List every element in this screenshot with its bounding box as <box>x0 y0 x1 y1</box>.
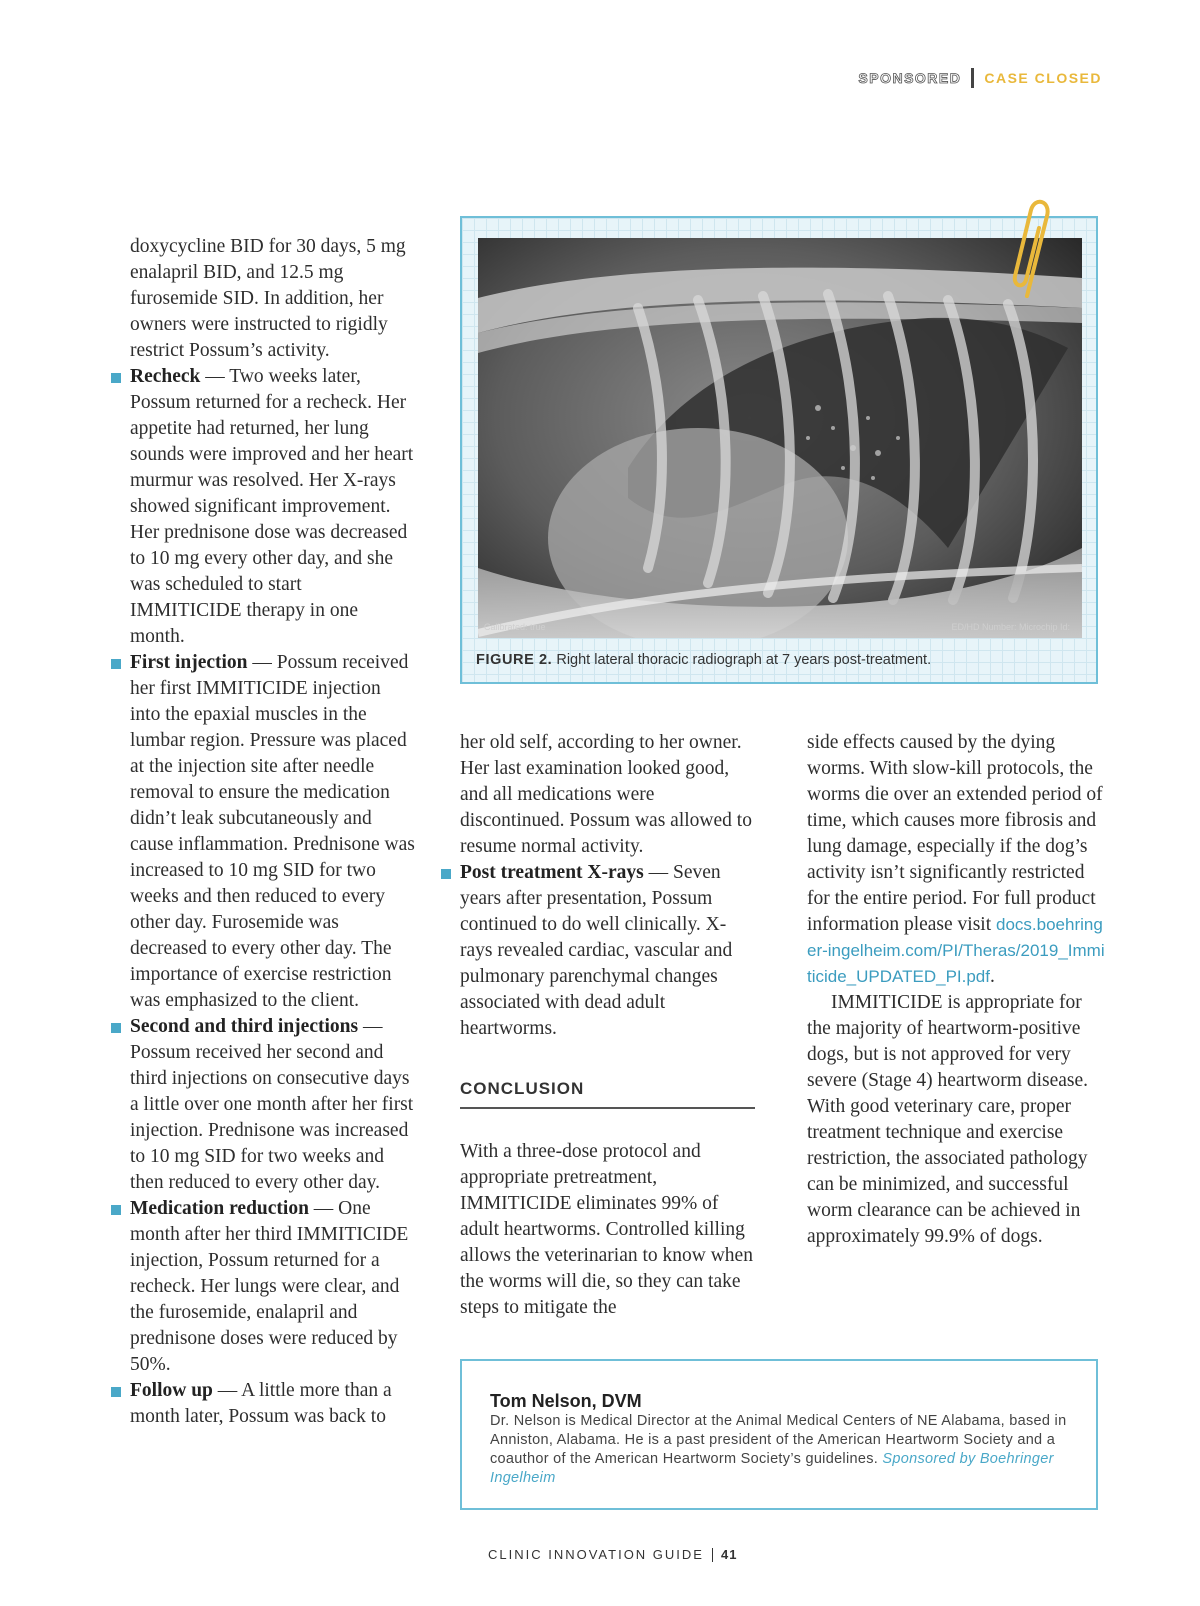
product-info-link[interactable]: docs.boehringer-ingelheim.com/PI/Theras/2019_Immiticide_UPDATED_PI.pdf <box>807 915 1105 986</box>
appropriateness-paragraph: IMMITICIDE is appropriate for the majority of heartworm-positive dogs, but is not approved for very severe (Stage 4) heartworm disease. With good veterinary care, proper treatment technique and exercise restriction, the associated pathology can be minimized, and successful worm clearance can be achieved in approximately 99.9% of dogs. <box>807 992 1089 1247</box>
header-divider <box>971 68 974 88</box>
list-item-title: Second and third injections <box>130 1016 359 1037</box>
sponsored-label: SPONSORED <box>858 70 962 86</box>
sponsor-credit: Sponsored by Boehringer Ingelheim <box>490 1451 1054 1486</box>
author-name: Tom Nelson, DVM <box>490 1391 642 1411</box>
list-item-text: — Possum received her first IMMITICIDE injection into the epaxial muscles in the lumbar region. Pressure was placed at the injection site after needle removal to ensure the medication didn’t leak subcutaneously and cause inflammation. Prednisone was increased to 10 mg SID for two weeks and then reduced to every other day. Furosemide was decreased to every other day. The importance of exercise restriction was emphasized to the client. <box>130 652 415 1011</box>
list-item-text: — Possum received her second and third injections on consecutive days a little over one month after her first injection. Prednisone was increased to 10 mg SID for two weeks and then reduced to every other day. <box>130 1016 414 1193</box>
paragraph-end: . <box>989 966 995 987</box>
figure-label: FIGURE 2. <box>476 652 553 668</box>
bullet-square-icon <box>111 1023 121 1033</box>
list-item-recheck <box>130 364 415 650</box>
left-column <box>130 234 415 1430</box>
figure-panel <box>460 216 1098 684</box>
bullet-square-icon <box>111 659 121 669</box>
page-header <box>858 68 1102 88</box>
xray-illustration <box>478 238 1082 638</box>
xray-image <box>478 238 1082 638</box>
list-item-text: — A little more than a month later, Possum was back to <box>130 1380 392 1427</box>
list-item-medication-reduction <box>130 1196 415 1378</box>
publication-name: CLINIC INNOVATION GUIDE <box>488 1547 704 1562</box>
bullet-square-icon <box>111 1205 121 1215</box>
author-bio <box>490 1412 1068 1488</box>
right-column <box>807 730 1107 1250</box>
bullet-square-icon <box>111 1387 121 1397</box>
list-item-post-treatment-xrays <box>460 860 755 1042</box>
conclusion-paragraph: With a three-dose protocol and appropriate pretreatment, IMMITICIDE eliminates 99% of adult heartworms. Controlled killing allows the veterinarian to know when the worms will die, so they can take steps to mitigate the <box>460 1141 753 1318</box>
author-box <box>460 1359 1098 1510</box>
list-item-text: — Seven years after presentation, Possum continued to do well clinically. X-rays revealed cardiac, vascular and pulmonary parenchymal changes associated with dead adult heartworms. <box>460 862 733 1039</box>
list-item-first-injection <box>130 650 415 1014</box>
list-item-title: Medication reduction <box>130 1198 309 1219</box>
continued-paragraph: her old self, according to her owner. Her last examination looked good, and all medications were discontinued. Possum was allowed to resume normal activity. <box>460 732 752 857</box>
intro-paragraph: doxycycline BID for 30 days, 5 mg enalapril BID, and 12.5 mg furosemide SID. In addition, her owners were instructed to rigidly restrict Possum’s activity. <box>130 236 406 361</box>
list-item-title: Follow up <box>130 1380 213 1401</box>
bullet-square-icon <box>111 373 121 383</box>
list-item-second-third-injections <box>130 1014 415 1196</box>
list-item-follow-up <box>130 1378 415 1430</box>
conclusion-heading: CONCLUSION <box>460 1076 755 1109</box>
bullet-square-icon <box>441 869 451 879</box>
list-item-text: — One month after her third IMMITICIDE injection, Possum returned for a recheck. Her lungs were clear, and the furosemide, enalapril and prednisone doses were reduced by 50%. <box>130 1198 409 1375</box>
list-item-title: Post treatment X-rays <box>460 862 644 883</box>
author-bio-text: Dr. Nelson is Medical Director at the Animal Medical Centers of NE Alabama, based in Anniston, Alabama. He is a past president of the American Heartworm Society and a coauthor of the American Heartworm Society’s guidelines. <box>490 1413 1067 1467</box>
list-item-title: First injection <box>130 652 248 673</box>
side-effects-paragraph <box>807 730 1107 990</box>
xray-calibration-tag: Calibrated: true <box>484 622 546 632</box>
section-title: CASE CLOSED <box>984 70 1102 86</box>
paragraph-text: side effects caused by the dying worms. With slow-kill protocols, the worms die over an extended period of time, which causes more fibrosis and lung damage, especially if the dog’s activity isn’t significantly restricted for the entire period. For full product information please visit <box>807 732 1103 935</box>
footer-divider <box>712 1548 713 1562</box>
list-item-title: Recheck <box>130 366 201 387</box>
figure-caption-text: Right lateral thoracic radiograph at 7 years post-treatment. <box>552 652 932 668</box>
page-footer <box>488 1547 737 1562</box>
list-item-text: — Two weeks later, Possum returned for a recheck. Her appetite had returned, her lung sounds were improved and her heart murmur was resolved. Her X-rays showed significant improvement. Her prednisone dose was decreased to 10 mg every other day, and she was scheduled to start IMMITICIDE therapy in one month. <box>130 366 414 647</box>
paperclip-icon <box>1005 196 1061 306</box>
middle-column <box>460 730 755 1321</box>
page-number: 41 <box>720 1547 738 1562</box>
figure-caption <box>476 652 931 668</box>
xray-id-tag: ED/HD Number: Microchip Id: <box>951 622 1070 632</box>
